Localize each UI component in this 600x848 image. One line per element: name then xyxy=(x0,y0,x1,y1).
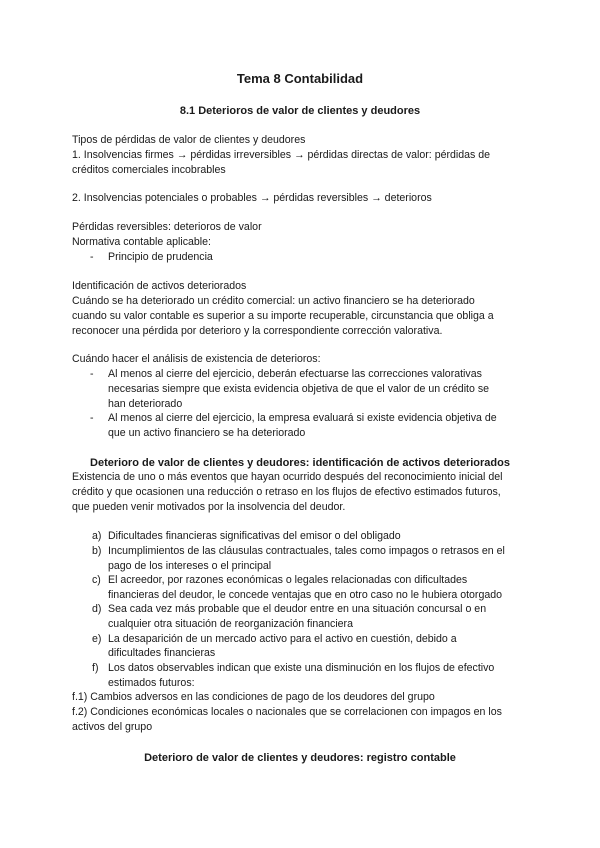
cuando-bullet-1: han deteriorado xyxy=(108,398,183,410)
subheading-identificacion: Deterioro de valor de clientes y deudores: identificación de activos deteriorados xyxy=(90,457,510,469)
cuando-bullet-2: Al menos al cierre del ejercicio, la empresa evaluará si existe evidencia objetiva de xyxy=(108,412,497,424)
identificacion-text: cuando su valor contable es superior a su importe recuperable, circunstancia que obliga a xyxy=(72,310,494,322)
list-label-c: c) xyxy=(92,574,101,586)
tipos-item-1: 1. Insolvencias firmes → pérdidas irreversibles → pérdidas directas de valor: pérdidas de xyxy=(72,149,491,161)
list-item-f1: f.1) Cambios adversos en las condiciones de pago de los deudores del grupo xyxy=(72,691,435,703)
bullet-dash: - xyxy=(90,251,94,263)
list-item-f: estimados futuros: xyxy=(108,677,195,689)
reversibles-line: Pérdidas reversibles: deterioros de valor xyxy=(72,221,262,233)
list-item-b: pago de los intereses o el principal xyxy=(108,560,272,572)
identificacion-text: reconocer una pérdida por deterioro y la correspondiente corrección valorativa. xyxy=(72,325,443,337)
normativa-line: Normativa contable aplicable: xyxy=(72,236,211,248)
list-item-c: financieras del deudor, le concede ventajas que en otro caso no le hubiera otorgado xyxy=(108,589,503,601)
list-item-e: dificultades financieras xyxy=(108,647,216,659)
identificacion-heading: Identificación de activos deteriorados xyxy=(72,280,247,292)
list-item-f: Los datos observables indican que existe una disminución en los flujos de efectivo xyxy=(108,662,495,674)
tipos-item-2: 2. Insolvencias potenciales o probables → pérdidas reversibles → deterioros xyxy=(72,192,432,204)
list-item-e: La desaparición de un mercado activo para el activo en cuestión, debido a xyxy=(108,633,457,645)
list-item-b: Incumplimientos de las cláusulas contractuales, tales como impagos o retrasos en el xyxy=(108,545,505,557)
list-item-a: Dificultades financieras significativas del emisor o del obligado xyxy=(108,530,401,542)
list-label-f: f) xyxy=(92,662,99,674)
document-title: Tema 8 Contabilidad xyxy=(236,71,364,86)
list-label-d: d) xyxy=(92,603,102,615)
list-item-d: Sea cada vez más probable que el deudor entre en una situación concursal o en xyxy=(108,603,487,615)
list-item-c: El acreedor, por razones económicas o legales relacionadas con dificultades xyxy=(108,574,468,586)
list-label-b: b) xyxy=(92,545,102,557)
section-heading: 8.1 Deterioros de valor de clientes y deudores xyxy=(179,105,421,117)
cuando-bullet-2: que un activo financiero se ha deteriorado xyxy=(108,427,306,439)
cuando-bullet-1: Al menos al cierre del ejercicio, deberán efectuarse las correcciones valorativas xyxy=(108,368,482,380)
cuando-heading: Cuándo hacer el análisis de existencia de deterioros: xyxy=(72,353,321,365)
list-item-f2: f.2) Condiciones económicas locales o nacionales que se correlacionen con impagos en los xyxy=(72,706,502,718)
cuando-bullet-1: necesarias siempre que exista evidencia objetiva de que el valor de un crédito se xyxy=(108,383,490,395)
sub1-paragraph: Existencia de uno o más eventos que hayan ocurrido después del reconocimiento inicial del xyxy=(72,471,503,483)
tipos-heading: Tipos de pérdidas de valor de clientes y deudores xyxy=(72,134,306,146)
bullet-dash: - xyxy=(90,368,94,380)
prudencia-bullet: Principio de prudencia xyxy=(108,251,213,263)
sub1-paragraph: crédito y que ocasionen una reducción o retraso en los flujos de efectivo estimados futuros, xyxy=(72,486,501,498)
identificacion-text: Cuándo se ha deteriorado un crédito comercial: un activo financiero se ha deteriorado xyxy=(72,295,475,307)
bullet-dash: - xyxy=(90,412,94,424)
list-label-a: a) xyxy=(92,530,102,542)
list-label-e: e) xyxy=(92,633,102,645)
list-item-f2: activos del grupo xyxy=(72,721,153,733)
list-item-d: cualquier otra situación de reorganización financiera xyxy=(108,618,353,630)
sub1-paragraph: que pueden venir motivados por la insolvencia del deudor. xyxy=(72,501,346,513)
tipos-item-1-cont: créditos comerciales incobrables xyxy=(72,164,226,176)
subheading-registro: Deterioro de valor de clientes y deudores: registro contable xyxy=(144,752,456,764)
